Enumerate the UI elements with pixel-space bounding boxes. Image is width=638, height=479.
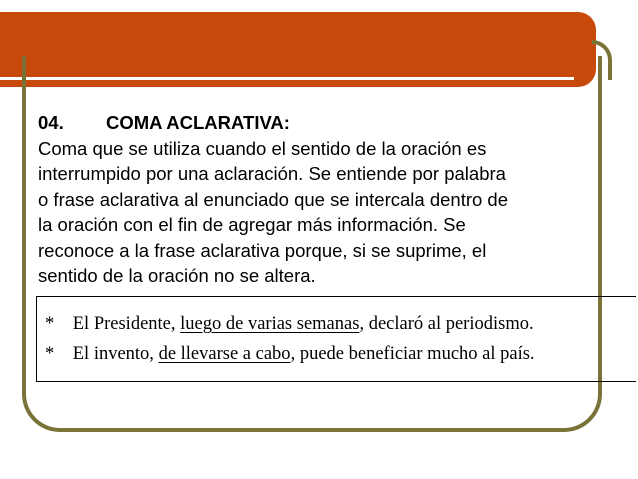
example-text-before: El Presidente,	[72, 314, 181, 334]
example-bullet: *	[45, 344, 55, 364]
example-underlined-phrase: de llevarse a cabo	[158, 344, 291, 364]
definition-line: Coma que se utiliza cuando el sentido de la oración es	[38, 137, 487, 159]
definition-line: sentido de la oración no se altera.	[38, 265, 316, 286]
example-bullet: *	[45, 314, 55, 334]
example-text-after: , declaró al periodismo.	[359, 314, 534, 334]
slide-frame-corner	[592, 40, 612, 80]
examples-box	[36, 296, 636, 382]
definition-line: la oración con el fin de agregar más información. Se	[38, 214, 466, 235]
definition-line: reconoce a la frase aclarativa porque, si se suprime, el	[38, 239, 487, 261]
example-underlined-phrase: luego de varias semanas	[180, 314, 360, 334]
section-heading	[38, 110, 584, 136]
section-definition	[38, 136, 584, 289]
example-item	[45, 344, 535, 365]
definition-line: interrumpido por una aclaración. Se entiende por palabra	[38, 163, 506, 184]
definition-line: o frase aclarativa al enunciado que se intercala dentro de	[38, 188, 508, 210]
example-text-before: El invento,	[72, 344, 159, 364]
section-content	[38, 110, 584, 289]
section-number: 04.	[38, 112, 64, 133]
example-item	[45, 314, 534, 335]
example-text-after: , puede beneficiar mucho al país.	[290, 344, 535, 364]
section-title: COMA ACLARATIVA:	[106, 112, 290, 133]
